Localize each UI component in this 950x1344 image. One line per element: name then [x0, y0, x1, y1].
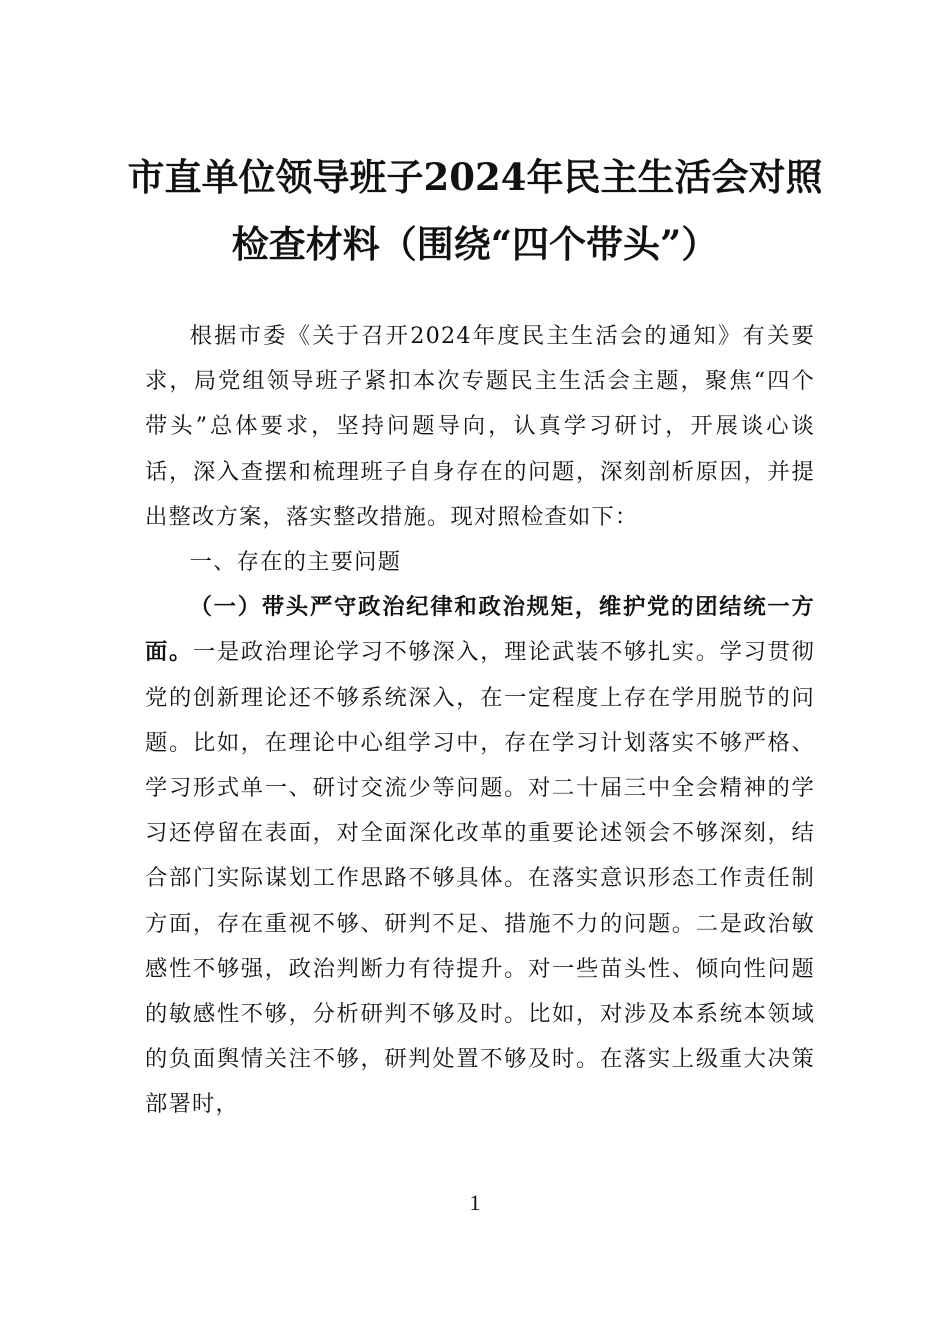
subsection-paragraph-1 — [145, 585, 815, 1127]
intro-paragraph: 根据市委《关于召开2024年度民主生活会的通知》有关要求，局党组领导班子紧扣本次专题民主生活会主题，聚焦“四个带头”总体要求，坚持问题导向，认真学习研讨，开展谈心谈话，深入查摆和梳理班子自身存在的问题，深刻剖析原因，并提出整改方案，落实整改措施。现对照检查如下： — [145, 323, 815, 530]
document-body — [145, 314, 815, 1128]
document-title-line-1: 市直单位领导班子2024年民主生活会对照 — [127, 155, 823, 199]
section-heading-1: 一、存在的主要问题 — [189, 549, 402, 576]
page-number: 1 — [469, 1190, 481, 1215]
subsection-lead-1: （一）带头严守政治纪律和政治规矩，维护党的团结统一方面。 — [145, 594, 815, 666]
subsection-body-1: 一是政治理论学习不够深入，理论武装不够扎实。学习贯彻党的创新理论还不够系统深入，在一定程度上存在学用脱节的问题。比如，在理论中心组学习中，存在学习计划落实不够严格、学习形式单一、研讨交流少等问题。对二十届三中全会精神的学习还停留在表面，对全面深化改革的重要论述领会不够深刻，结合部门实际谋划工作思路不够具体。在落实意识形态工作责任制方面，存在重视不够、研判不足、措施不力的问题。二是政治敏感性不够强，政治判断力有待提升。对一些苗头性、倾向性问题的敏感性不够，分析研判不够及时。比如，对涉及本系统本领域的负面舆情关注不够，研判处置不够及时。在落实上级重大决策部署时， — [145, 639, 815, 1118]
document-title-line-2: 检查材料（围绕“四个带头”） — [231, 222, 719, 266]
